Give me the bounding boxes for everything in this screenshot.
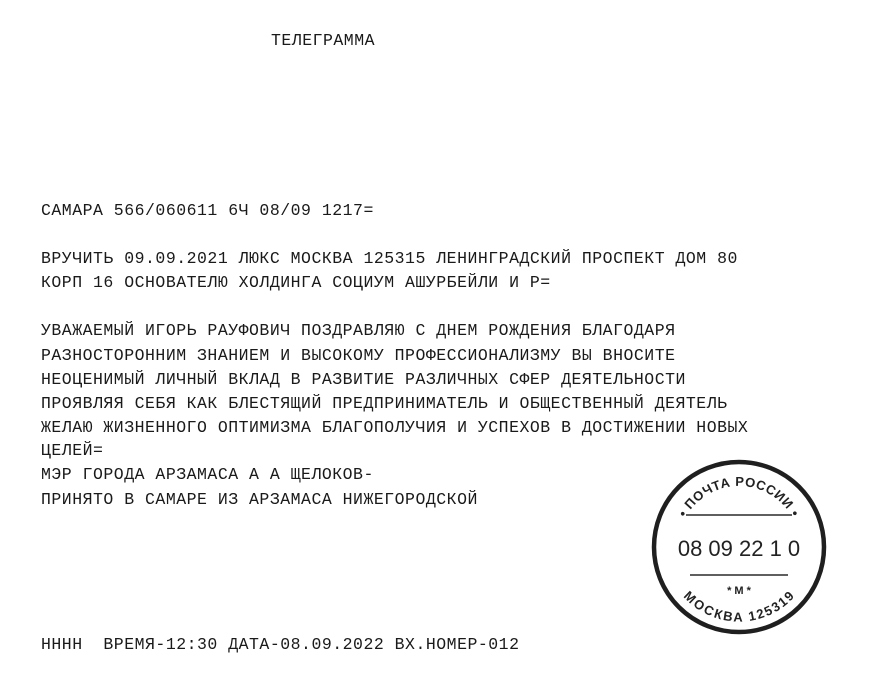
address-line-2: КОРП 16 ОСНОВАТЕЛЮ ХОЛДИНГА СОЦИУМ АШУРБЕЙЛИ И Р= bbox=[41, 273, 551, 292]
body-line-1: УВАЖАЕМЫЙ ИГОРЬ РАУФОВИЧ ПОЗДРАВЛЯЮ С ДНЕМ РОЖДЕНИЯ БЛАГОДАРЯ bbox=[41, 321, 676, 340]
address-line-1: ВРУЧИТЬ 09.09.2021 ЛЮКС МОСКВА 125315 ЛЕНИНГРАДСКИЙ ПРОСПЕКТ ДОМ 80 bbox=[41, 249, 738, 268]
telegram-title: ТЕЛЕГРАММА bbox=[271, 31, 376, 50]
stamp-top-text: • ПОЧТА РОССИИ • bbox=[675, 473, 803, 520]
body-line-6: ЦЕЛЕЙ= bbox=[41, 441, 104, 460]
body-line-3: НЕОЦЕНИМЫЙ ЛИЧНЫЙ ВКЛАД В РАЗВИТИЕ РАЗЛИЧНЫХ СФЕР ДЕЯТЕЛЬНОСТИ bbox=[41, 370, 686, 389]
signature-line: МЭР ГОРОДА АРЗАМАСА А А ЩЕЛОКОВ- bbox=[41, 465, 374, 484]
body-line-4: ПРОЯВЛЯЯ СЕБЯ КАК БЛЕСТЯЩИЙ ПРЕДПРИНИМАТЕЛЬ И ОБЩЕСТВЕННЫЙ ДЕЯТЕЛЬ bbox=[41, 394, 728, 413]
header-line: САМАРА 566/060611 6Ч 08/09 1217= bbox=[41, 201, 374, 220]
body-line-5: ЖЕЛАЮ ЖИЗНЕННОГО ОПТИМИЗМА БЛАГОПОЛУЧИЯ И УСПЕХОВ В ДОСТИЖЕНИИ НОВЫХ bbox=[41, 418, 749, 437]
postal-stamp bbox=[650, 458, 828, 636]
stamp-date: 08 09 22 1 0 bbox=[677, 536, 801, 561]
stamp-letter: * М * bbox=[727, 585, 751, 597]
stamp-bottom-text: МОСКВА 125319 bbox=[680, 587, 798, 625]
received-line: ПРИНЯТО В САМАРЕ ИЗ АРЗАМАСА НИЖЕГОРОДСКОЙ bbox=[41, 490, 478, 509]
body-line-2: РАЗНОСТОРОННИМ ЗНАНИЕМ И ВЫСОКОМУ ПРОФЕССИОНАЛИЗМУ ВЫ ВНОСИТЕ bbox=[41, 346, 676, 365]
footer-line: НННН ВРЕМЯ-12:30 ДАТА-08.09.2022 ВХ.НОМЕР-012 bbox=[41, 635, 520, 654]
